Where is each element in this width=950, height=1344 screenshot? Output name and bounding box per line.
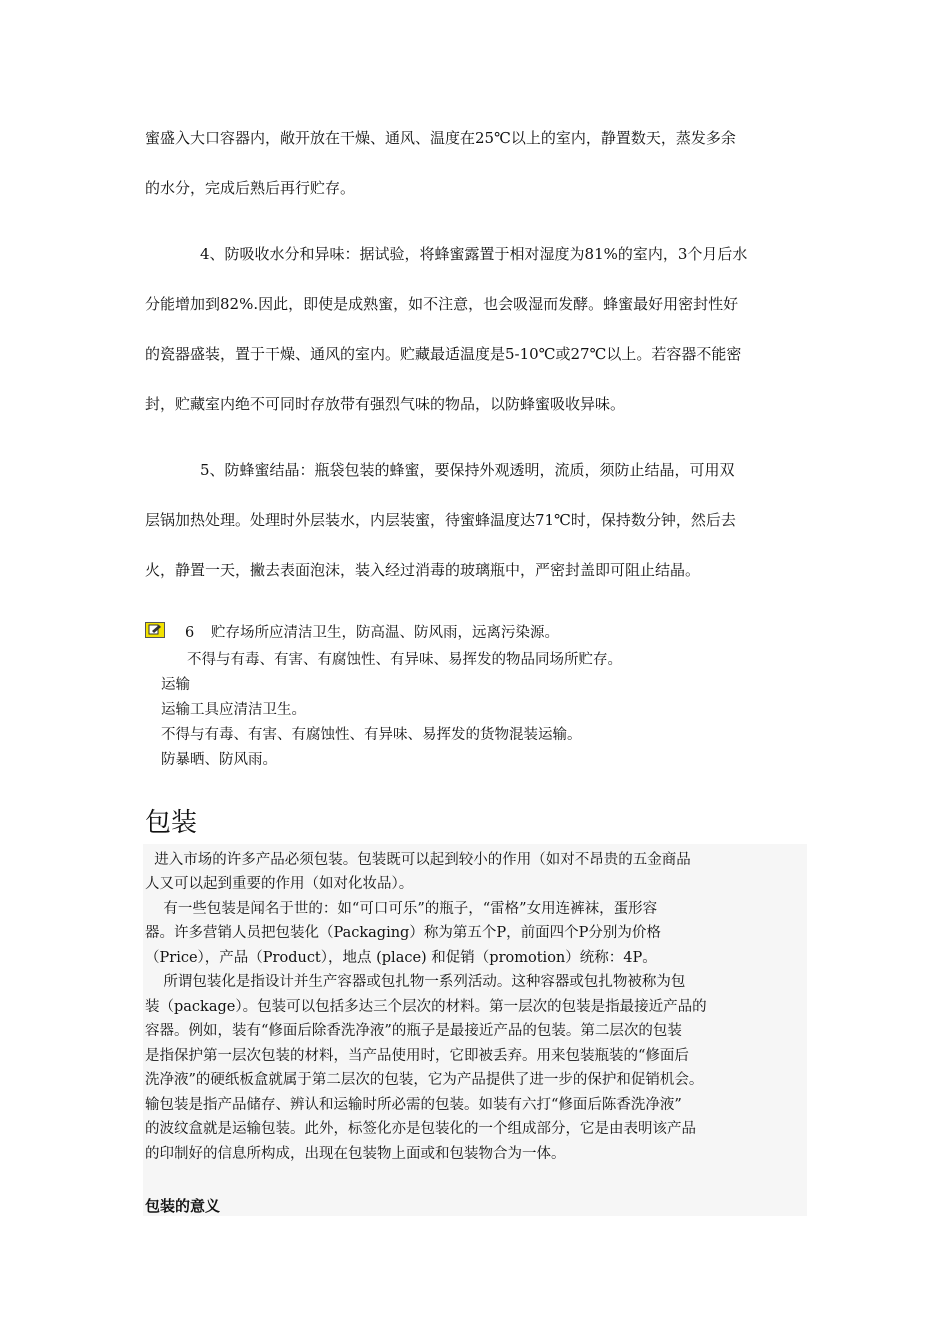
paragraph-line: 蜜盛入大口容器内，敞开放在干燥、通风、温度在25℃以上的室内，静置数天，蒸发多余 xyxy=(145,129,736,147)
packaging-line: 所谓包装化是指设计并生产容器或包扎物一系列活动。这种容器或包扎物被称为包 xyxy=(145,974,686,990)
paragraph-line: 的水分，完成后熟后再行贮存。 xyxy=(145,179,356,197)
packaging-line: 的印制好的信息所构成，出现在包装物上面或和包装物合为一体。 xyxy=(145,1146,566,1162)
paragraph-4-line: 的瓷器盛装，置于干燥、通风的室内。贮藏最适温度是5-10℃或27℃以上。若容器不能密 xyxy=(145,345,742,363)
section-6-line: 运输工具应清洁卫生。 xyxy=(161,702,306,718)
packaging-line: （Price），产品（Product），地点 (place) 和促销（promotion）统称：4P。 xyxy=(145,950,657,966)
paragraph-4-line: 封，贮藏室内绝不可同时存放带有强烈气味的物品，以防蜂蜜吸收异味。 xyxy=(145,395,626,413)
packaging-line: 器。许多营销人员把包装化（Packaging）称为第五个P，前面四个P分别为价格 xyxy=(145,925,661,941)
section-6-line: 贮存场所应清洁卫生，防高温、防风雨，远离污染源。 xyxy=(211,625,559,641)
section-6-line: 不得与有毒、有害、有腐蚀性、有异味、易挥发的货物混装运输。 xyxy=(161,727,582,743)
section-6-number: 6 xyxy=(185,625,195,641)
packaging-line: 人又可以起到重要的作用（如对化妆品）。 xyxy=(145,876,414,892)
packaging-line: 进入市场的许多产品必须包装。包装既可以起到较小的作用（如对不昂贵的五金商品 xyxy=(145,852,691,868)
paragraph-5-line: 火，静置一天，撇去表面泡沫，装入经过消毒的玻璃瓶中，严密封盖即可阻止结晶。 xyxy=(145,561,701,579)
packaging-line: 输包装是指产品储存、辨认和运输时所必需的包装。如装有六打“修面后陈香洗净液” xyxy=(145,1097,682,1113)
paragraph-4-line: 4、防吸收水分和异味：据试验，将蜂蜜露置于相对湿度为81%的室内，3个月后水 xyxy=(200,245,748,263)
paragraph-5-line: 5、防蜂蜜结晶：瓶袋包装的蜂蜜，要保持外观透明，流质，须防止结晶，可用双 xyxy=(200,461,735,479)
section-6-line: 不得与有毒、有害、有腐蚀性、有异味、易挥发的物品同场所贮存。 xyxy=(187,652,622,668)
packaging-line: 容器。例如，装有“修面后除香洗净液”的瓶子是最接近产品的包装。第二层次的包装 xyxy=(145,1023,682,1039)
packaging-line: 洗净液”的硬纸板盒就属于第二层次的包装，它为产品提供了进一步的保护和促销机会。 xyxy=(145,1072,704,1088)
note-icon xyxy=(145,622,165,638)
section-6-line: 运输 xyxy=(161,677,190,693)
paragraph-4-line: 分能增加到82%.因此，即使是成熟蜜，如不注意，也会吸湿而发酵。蜂蜜最好用密封性好 xyxy=(145,295,739,313)
packaging-heading: 包装 xyxy=(145,808,198,838)
packaging-line: 有一些包装是闻名于世的：如“可口可乐”的瓶子，“雷格”女用连裤袜，蛋形容 xyxy=(145,901,658,917)
packaging-line: 是指保护第一层次包装的材料，当产品使用时，它即被丢弃。用来包装瓶装的“修面后 xyxy=(145,1048,689,1064)
packaging-significance-heading: 包装的意义 xyxy=(145,1197,221,1215)
packaging-line: 的波纹盒就是运输包装。此外，标签化亦是包装化的一个组成部分，它是由表明该产品 xyxy=(145,1121,696,1137)
packaging-line: 装（package）。包装可以包括多达三个层次的材料。第一层次的包装是指最接近产品的 xyxy=(145,999,707,1015)
section-6-line: 防暴晒、防风雨。 xyxy=(161,752,277,768)
paragraph-5-line: 层锅加热处理。处理时外层装水，内层装蜜，待蜜蜂温度达71℃时，保持数分钟，然后去 xyxy=(145,511,736,529)
